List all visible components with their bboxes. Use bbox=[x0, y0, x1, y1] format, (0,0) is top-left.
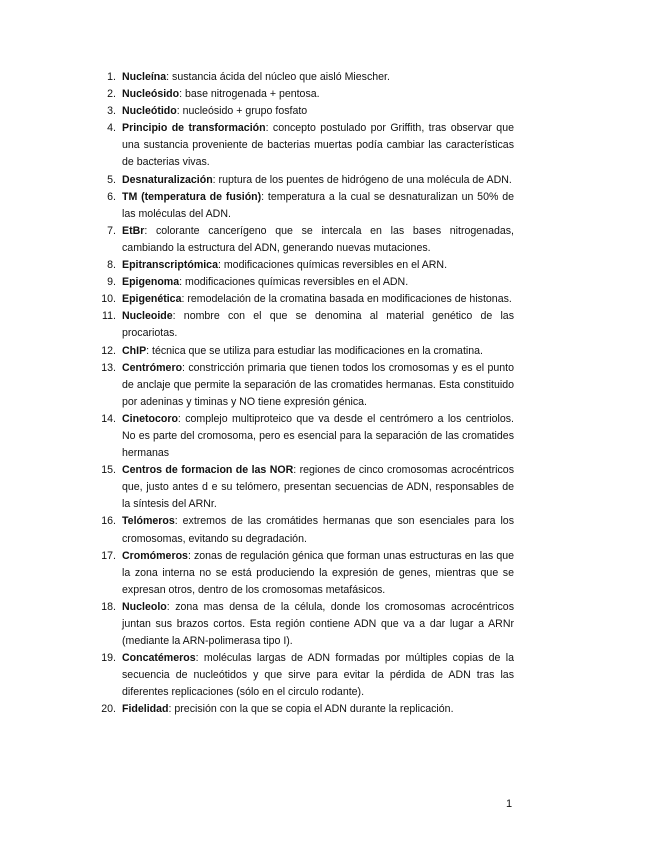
item-term: Nucleósido bbox=[122, 88, 180, 101]
item-definition: : remodelación de la cromatina basada en modificaciones de histonas. bbox=[181, 293, 512, 306]
item-definition: : zona mas densa de la célula, donde los cromosomas acrocéntricos juntan sus brazos cortos. Esta región contiene ADN que va a dar lugar a ARNr (mediante la ARN-polimerasa tipo I). bbox=[122, 600, 514, 648]
item-definition: : extremos de las cromátides hermanas que son esenciales para los cromosomas, evitando su degradación. bbox=[122, 515, 514, 545]
item-number: 9. bbox=[107, 276, 116, 289]
item-definition: : modificaciones químicas reversibles en el ARN. bbox=[217, 259, 448, 272]
item-definition: : moléculas largas de ADN formadas por múltiples copias de la secuencia de nucleótidos y que sirve para evitar la pérdida de ADN tras las diferentes replicaciones (sólo en el circulo rodante). bbox=[122, 652, 514, 699]
item-definition: : colorante cancerígeno que se intercala en las bases nitrogenadas, cambiando la estructura del ADN, generando nuevas mutaciones. bbox=[122, 224, 514, 254]
item-term: Epigenoma bbox=[122, 276, 180, 289]
item-number: 6. bbox=[107, 190, 116, 203]
item-number: 4. bbox=[107, 122, 116, 135]
item-definition: : ruptura de los puentes de hidrógeno de una molécula de ADN. bbox=[212, 173, 512, 186]
item-number: 3. bbox=[107, 105, 116, 118]
list-item bbox=[100, 360, 514, 411]
item-definition: : precisión con la que se copia el ADN durante la replicación. bbox=[168, 703, 454, 716]
item-definition: : modificaciones químicas reversibles en el ADN. bbox=[179, 276, 409, 289]
page-number: 1 bbox=[506, 798, 513, 810]
list-item bbox=[100, 120, 514, 171]
item-definition: : nucleósido + grupo fosfato bbox=[176, 105, 308, 118]
item-term: Nucleótido bbox=[122, 105, 177, 118]
item-definition: : regiones de cinco cromosomas acrocéntricos que, justo antes d e su telómero, presentan secuencias de ADN, responsables de la síntesis del ARNr. bbox=[122, 464, 514, 511]
item-term: ChIP bbox=[122, 344, 147, 357]
item-number: 10. bbox=[101, 293, 116, 306]
item-definition: : nombre con el que se denomina al material genético de las procariotas. bbox=[122, 310, 514, 340]
item-number: 7. bbox=[107, 224, 116, 237]
item-term: Concatémeros bbox=[122, 652, 196, 665]
item-definition: : técnica que se utiliza para estudiar las modificaciones en la cromatina. bbox=[146, 344, 483, 357]
list-item bbox=[100, 650, 514, 701]
item-term: Cinetocoro bbox=[122, 412, 178, 425]
item-number: 11. bbox=[102, 310, 116, 323]
item-term: Centros de formacion de las NOR bbox=[122, 464, 294, 477]
item-term: TM (temperatura de fusión) bbox=[122, 190, 262, 203]
list-item bbox=[100, 513, 514, 547]
list-item bbox=[100, 462, 514, 513]
list-item bbox=[100, 599, 514, 650]
item-number: 18. bbox=[101, 600, 116, 613]
item-definition: : sustancia ácida del núcleo que aisló Miescher. bbox=[166, 71, 390, 83]
item-term: Centrómero bbox=[122, 361, 183, 374]
item-definition: : complejo multiproteico que va desde el centrómero a los centriolos. No es parte del cromosoma, pero es esencial para la separación de las cromatides hermanas bbox=[122, 412, 514, 460]
list-item bbox=[100, 291, 514, 308]
list-item bbox=[100, 223, 514, 257]
item-term: Fidelidad bbox=[122, 703, 169, 716]
list-item bbox=[100, 274, 514, 291]
item-number: 16. bbox=[101, 515, 116, 528]
item-term: Nucleolo bbox=[122, 600, 167, 613]
list-item bbox=[100, 308, 514, 342]
list-item bbox=[100, 69, 514, 86]
list-item bbox=[100, 86, 514, 103]
list-item bbox=[100, 189, 514, 223]
item-definition: : temperatura a la cual se desnaturalizan un 50% de las moléculas del ADN. bbox=[122, 190, 514, 220]
item-term: Nucleoide bbox=[122, 310, 173, 323]
item-number: 15. bbox=[101, 464, 116, 477]
item-term: Cromómeros bbox=[122, 549, 188, 562]
list-item bbox=[100, 257, 514, 274]
list-item bbox=[100, 172, 514, 189]
item-term: Telómeros bbox=[122, 515, 175, 528]
item-number: 13. bbox=[101, 361, 116, 374]
list-item bbox=[100, 103, 514, 120]
item-term: Desnaturalización bbox=[122, 173, 213, 186]
item-definition: : zonas de regulación génica que forman unas estructuras en las que la zona interna no se está produciendo la expresión de genes, mientras que se expresan otros, dentro de los cromosomas metafásicos. bbox=[122, 549, 514, 596]
item-term: Epitranscriptómica bbox=[122, 259, 218, 272]
item-definition: : base nitrogenada + pentosa. bbox=[179, 88, 320, 101]
item-number: 1. bbox=[107, 71, 116, 83]
item-term: Epigenética bbox=[122, 293, 182, 306]
item-number: 20. bbox=[101, 703, 116, 716]
item-number: 14. bbox=[101, 412, 116, 425]
item-definition: : constricción primaria que tienen todos los cromosomas y es el punto de anclaje que permite la separación de las cromatides hermanas. Esta constituido por adeninas y timinas y NO tiene expresión génica. bbox=[122, 361, 514, 408]
item-term: Principio de transformación bbox=[122, 122, 266, 135]
item-number: 19. bbox=[101, 652, 116, 665]
item-number: 2. bbox=[107, 88, 116, 101]
item-term: Nucleína bbox=[122, 71, 167, 83]
item-number: 8. bbox=[107, 259, 116, 272]
item-number: 12. bbox=[101, 344, 116, 357]
item-term: EtBr bbox=[122, 224, 145, 237]
list-item bbox=[100, 343, 514, 360]
list-item bbox=[100, 701, 514, 718]
item-definition: : concepto postulado por Griffith, tras observar que una sustancia proveniente de bacterias muertas podía cambiar las características de bacterias vivas. bbox=[122, 122, 514, 169]
list-item bbox=[100, 411, 514, 462]
item-number: 5. bbox=[107, 173, 116, 186]
glossary-list bbox=[100, 69, 514, 719]
item-number: 17. bbox=[101, 549, 116, 562]
list-item bbox=[100, 548, 514, 599]
